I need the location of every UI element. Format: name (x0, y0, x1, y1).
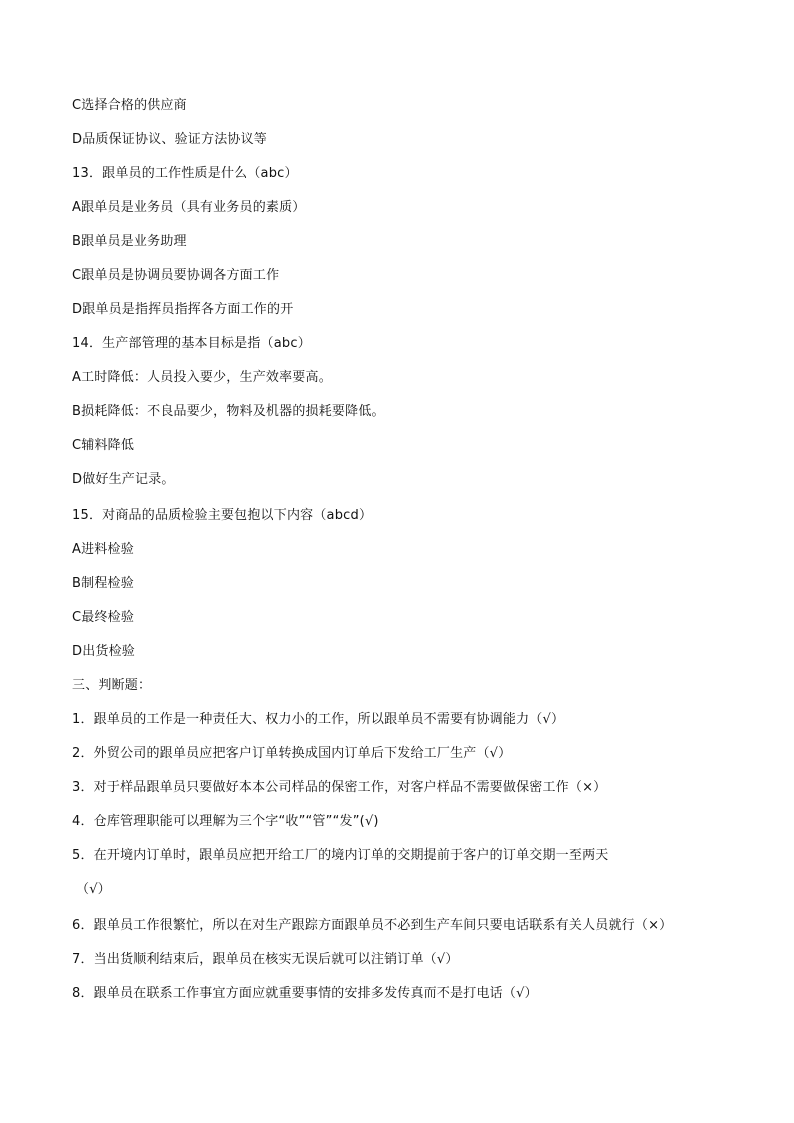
question-heading: 13．跟单员的工作性质是什么（abc） (72, 166, 298, 181)
option-line: B跟单员是业务助理 (72, 234, 187, 249)
option-line: C最终检验 (72, 610, 135, 625)
option-line: D做好生产记录。 (72, 472, 175, 487)
section-heading: 三、判断题： (72, 678, 152, 693)
option-line: A跟单员是业务员（具有业务员的素质） (72, 200, 306, 215)
option-line: A工时降低：人员投入要少，生产效率要高。 (72, 370, 332, 385)
option-line: C辅料降低 (72, 438, 135, 453)
judgment-item: 4．仓库管理职能可以理解为三个字“收”“管”“发”(√) (72, 814, 379, 829)
judgment-item: 2．外贸公司的跟单员应把客户订单转换成国内订单后下发给工厂生产（√） (72, 746, 512, 761)
text-line: D品质保证协议、验证方法协议等 (72, 132, 268, 147)
judgment-item: 8．跟单员在联系工作事宜方面应就重要事情的安排多发传真而不是打电话（√） (72, 986, 538, 1001)
judgment-item-continuation: （√） (76, 882, 111, 897)
option-line: B损耗降低：不良品要少，物料及机器的损耗要降低。 (72, 404, 385, 419)
option-line: D跟单员是指挥员指挥各方面工作的开 (72, 302, 294, 317)
judgment-item: 1．跟单员的工作是一种责任大、权力小的工作，所以跟单员不需要有协调能力（√） (72, 712, 565, 727)
judgment-item: 3．对于样品跟单员只要做好本本公司样品的保密工作，对客户样品不需要做保密工作（×） (72, 780, 607, 795)
judgment-item: 5．在开境内订单时，跟单员应把开给工厂的境内订单的交期提前于客户的订单交期一至两天 (72, 848, 609, 863)
judgment-item: 7．当出货顺利结束后，跟单员在核实无误后就可以注销订单（√） (72, 952, 459, 967)
option-line: A进料检验 (72, 542, 134, 557)
question-heading: 15．对商品的品质检验主要包抱以下内容（abcd） (72, 508, 373, 523)
question-heading: 14．生产部管理的基本目标是指（abc） (72, 336, 311, 351)
option-line: B制程检验 (72, 576, 134, 591)
judgment-item: 6．跟单员工作很繁忙，所以在对生产跟踪方面跟单员不必到生产车间只要电话联系有关人员就行（×） (72, 918, 673, 933)
option-line: C跟单员是协调员要协调各方面工作 (72, 268, 280, 283)
text-line: C选择合格的供应商 (72, 98, 187, 113)
option-line: D出货检验 (72, 644, 136, 659)
